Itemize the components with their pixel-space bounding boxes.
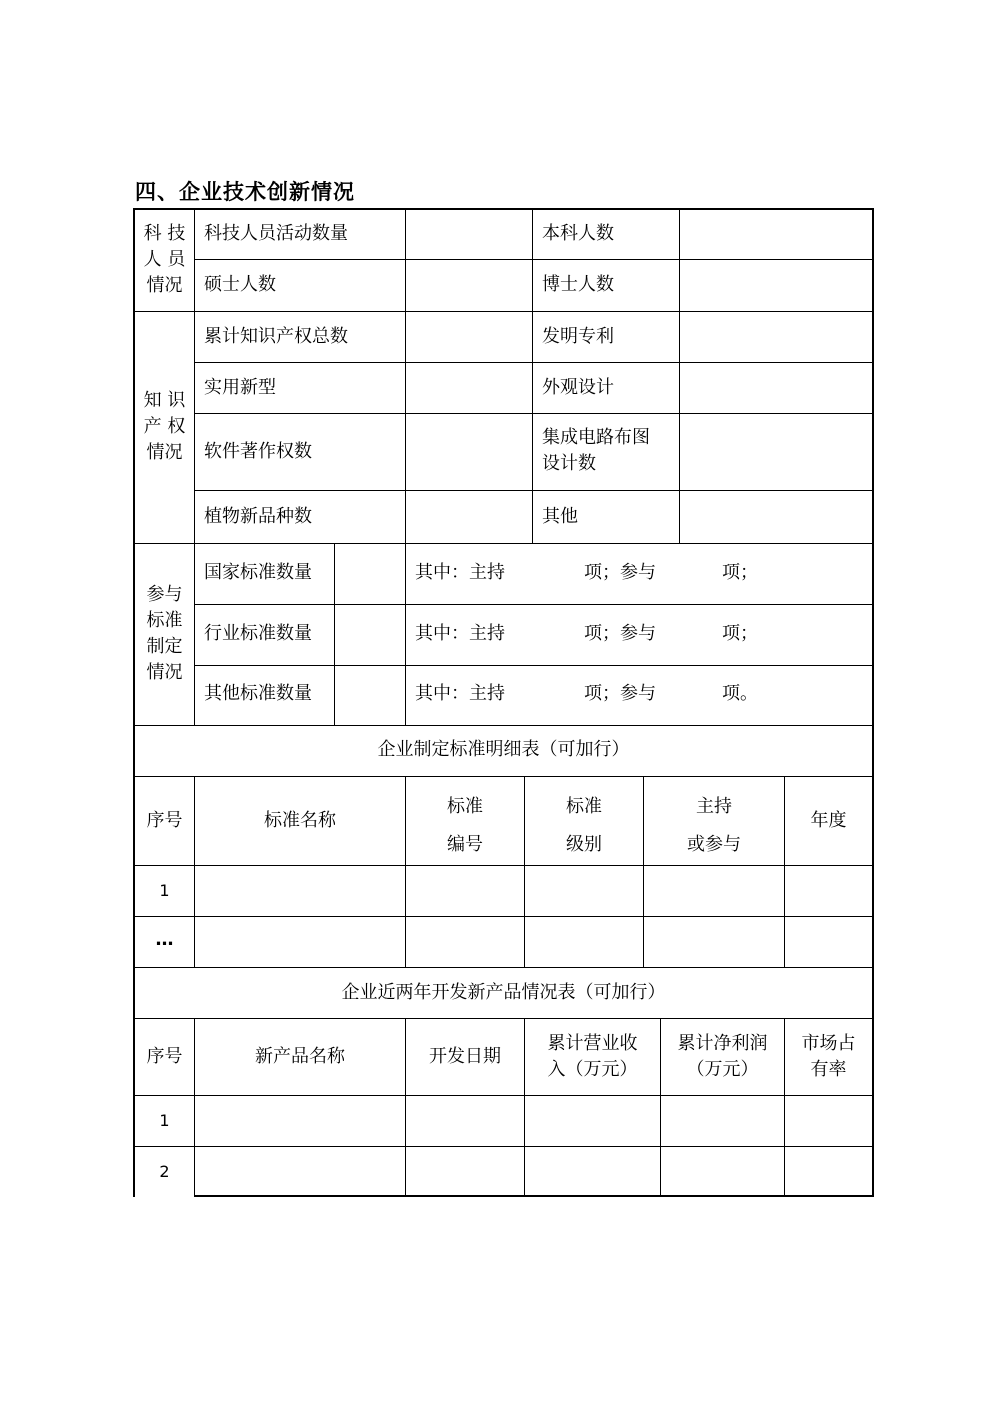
np-row-number: 1: [159, 1111, 170, 1130]
other-standard-label: 其他标准数量: [204, 683, 312, 704]
table-border-bottom: [194, 1195, 874, 1197]
row-divider: [133, 725, 874, 726]
std-row-1-level-field[interactable]: [525, 866, 643, 916]
design-patent-field[interactable]: [680, 363, 872, 413]
industry-standard-label: 行业标准数量: [204, 623, 312, 644]
doctor-count-field[interactable]: [680, 260, 872, 311]
industry-standard-count-field[interactable]: [335, 605, 405, 665]
group-label-line: 人 员: [143, 249, 186, 270]
header-line: 编号: [447, 834, 483, 855]
std-row-2-year-field[interactable]: [785, 917, 872, 967]
std-header-year: 年度: [810, 810, 847, 831]
other-ip-field[interactable]: [680, 491, 872, 543]
design-patent-label: 外观设计: [542, 377, 614, 398]
national-standard-host-label: 其中：主持: [415, 562, 505, 583]
table-border-right: [872, 208, 874, 1197]
master-count-field[interactable]: [406, 260, 532, 311]
other-standard-join-label: 项；参与: [584, 683, 656, 704]
doctor-count-label: 博士人数: [542, 274, 614, 295]
np-row-2-date-field[interactable]: [406, 1147, 524, 1195]
np-header-date: 开发日期: [429, 1046, 501, 1067]
row-divider: [194, 604, 874, 605]
col-divider: [194, 208, 195, 725]
section-title: 四、企业技术创新情况: [135, 180, 355, 204]
std-row-1-code-field[interactable]: [406, 866, 524, 916]
plant-variety-label: 植物新品种数: [204, 506, 312, 527]
std-header-role: [644, 788, 784, 864]
row-divider: [133, 543, 874, 544]
np-row-1-revenue-field[interactable]: [525, 1096, 660, 1146]
np-row-1-profit-field[interactable]: [661, 1096, 784, 1146]
bachelor-count-label: 本科人数: [542, 223, 614, 244]
tech-staff-group-label: [135, 221, 194, 299]
header-line: 级别: [566, 834, 602, 855]
other-standard-end-label: 项。: [722, 683, 758, 704]
circuit-layout-line: 集成电路布图: [542, 427, 650, 448]
header-line: 标准: [447, 796, 483, 817]
group-label-line: 科 技: [143, 223, 186, 244]
row-divider: [133, 776, 874, 777]
circuit-layout-line: 设计数: [542, 453, 596, 474]
np-header-share: [785, 1031, 872, 1083]
row-divider: [194, 665, 874, 666]
invention-patent-label: 发明专利: [542, 326, 614, 347]
software-copyright-label: 软件著作权数: [204, 441, 312, 462]
ip-total-field[interactable]: [406, 312, 532, 362]
activity-count-label: 科技人员活动数量: [204, 223, 348, 244]
national-standard-label: 国家标准数量: [204, 562, 312, 583]
std-header-name: 标准名称: [264, 810, 336, 831]
header-line: 标准: [566, 796, 602, 817]
std-row-2-role-field[interactable]: [644, 917, 784, 967]
header-line: 累计营业收: [547, 1033, 638, 1054]
bachelor-count-field[interactable]: [680, 210, 872, 259]
std-row-ellipsis: …: [155, 929, 174, 950]
innovation-form-table: [133, 208, 874, 1197]
header-line: 或参与: [687, 834, 741, 855]
std-header-code: [406, 788, 524, 864]
np-header-revenue: [525, 1031, 660, 1083]
header-line: 有率: [810, 1059, 847, 1080]
circuit-layout-field[interactable]: [680, 414, 872, 490]
standard-detail-title: 企业制定标准明细表（可加行）: [377, 739, 630, 760]
national-standard-end-label: 项；: [722, 562, 758, 583]
group-label-line: 情况: [146, 442, 183, 463]
other-ip-label: 其他: [542, 506, 578, 527]
group-label-line: 参与: [146, 584, 183, 605]
group-label-line: 产 权: [143, 416, 186, 437]
industry-standard-join-label: 项；参与: [584, 623, 656, 644]
activity-count-field[interactable]: [406, 210, 532, 259]
utility-model-label: 实用新型: [204, 377, 276, 398]
np-row-2-profit-field[interactable]: [661, 1147, 784, 1195]
np-row-number: 2: [159, 1162, 170, 1181]
np-row-2-name-field[interactable]: [195, 1147, 405, 1195]
invention-patent-field[interactable]: [680, 312, 872, 362]
np-row-1-share-field[interactable]: [785, 1096, 872, 1146]
utility-model-field[interactable]: [406, 363, 532, 413]
np-header-name: 新产品名称: [255, 1046, 345, 1067]
std-row-1-name-field[interactable]: [195, 866, 405, 916]
header-line: 市场占: [801, 1033, 856, 1054]
master-count-label: 硕士人数: [204, 274, 276, 295]
header-line: （万元）: [686, 1059, 759, 1080]
ip-total-label: 累计知识产权总数: [204, 326, 348, 347]
row-divider: [133, 967, 874, 968]
np-row-2-revenue-field[interactable]: [525, 1147, 660, 1195]
std-header-level: [525, 788, 643, 864]
group-label-line: 情况: [146, 275, 183, 296]
other-standard-count-field[interactable]: [335, 666, 405, 725]
ip-group-label: [135, 388, 194, 466]
national-standard-join-label: 项；参与: [584, 562, 656, 583]
std-row-2-level-field[interactable]: [525, 917, 643, 967]
std-row-2-code-field[interactable]: [406, 917, 524, 967]
group-label-line: 情况: [146, 662, 183, 683]
std-row-1-role-field[interactable]: [644, 866, 784, 916]
header-line: 主持: [696, 796, 732, 817]
np-row-1-date-field[interactable]: [406, 1096, 524, 1146]
std-header-no: 序号: [146, 810, 183, 831]
industry-standard-host-label: 其中：主持: [415, 623, 505, 644]
row-divider: [133, 1018, 874, 1019]
plant-variety-field[interactable]: [406, 491, 532, 543]
software-copyright-field[interactable]: [406, 414, 532, 490]
group-label-line: 标准: [146, 610, 183, 631]
col-divider: [405, 543, 406, 725]
np-header-profit: [661, 1031, 784, 1083]
std-row-2-name-field[interactable]: [195, 917, 405, 967]
col-divider: [532, 208, 533, 543]
np-row-2-share-field[interactable]: [785, 1147, 872, 1195]
group-label-line: 知 识: [143, 390, 186, 411]
industry-standard-end-label: 项；: [722, 623, 758, 644]
circuit-layout-label: [542, 425, 650, 477]
np-row-1-name-field[interactable]: [195, 1096, 405, 1146]
other-standard-host-label: 其中：主持: [415, 683, 505, 704]
np-header-no: 序号: [146, 1046, 183, 1067]
standards-group-label: [135, 582, 194, 686]
std-row-1-year-field[interactable]: [785, 866, 872, 916]
new-product-title: 企业近两年开发新产品情况表（可加行）: [341, 982, 666, 1003]
national-standard-count-field[interactable]: [335, 544, 405, 604]
group-label-line: 制定: [146, 636, 183, 657]
header-line: 入（万元）: [547, 1059, 638, 1080]
header-line: 累计净利润: [677, 1033, 768, 1054]
std-row-number: 1: [159, 881, 170, 900]
